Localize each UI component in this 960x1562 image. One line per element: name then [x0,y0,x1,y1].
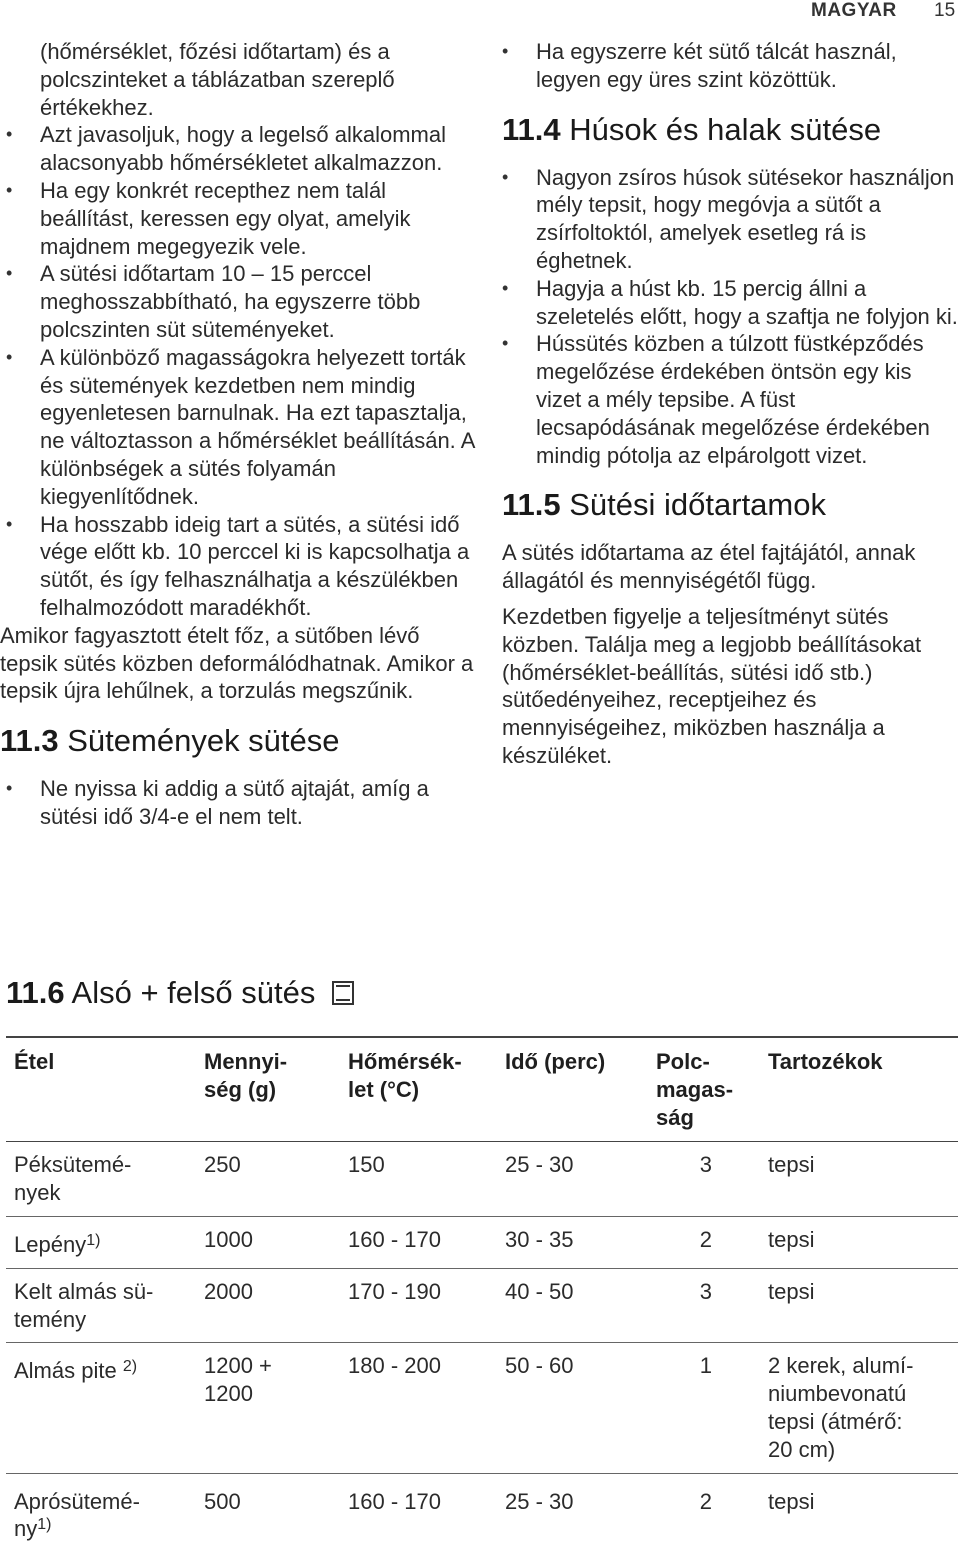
temperature-cell: 160 - 170 [348,1226,441,1252]
column-header: Idő (perc) [505,1049,606,1074]
shelf-value: 3 [699,1152,712,1178]
food-cell [6,1268,204,1343]
shelf-value: 2 [699,1488,712,1514]
list-item: • A sütési időtartam 10 – 15 perccel meghosszabbítható, ha egyszerre több polcszinten süt süteményeket. [6,260,476,343]
accessory-cell: tepsi [768,1226,815,1252]
list-item: • Nagyon zsíros húsok sütésekor használjon mély tepsit, hogy megóvja a sütőt a zsírfoltoktól, amelyek esetleg rá is éghetnek. [502,164,960,275]
amount-cell: 250 [204,1152,241,1178]
meat-fish-list [502,164,960,470]
section-title: Húsok és halak sütése [569,111,882,147]
section-number: 11.5 [502,487,561,523]
temperature-cell: 180 - 200 [348,1353,441,1379]
baking-time-paragraph: A sütés időtartama az étel fajtájától, annak állagától és mennyiségétől függ. [502,540,916,594]
column-header: Mennyi- ség (g) [204,1049,288,1102]
list-item: • Hússütés közben a túlzott füstképződés megelőzése érdekében öntsön egy kis vizet a mély tepsibe. A füst lecsapódásának megelőzése érdekében mindig pótolja az elpárolgott vizet. [502,330,960,469]
time-cell: 40 - 50 [505,1278,574,1304]
temperature-cell: 170 - 190 [348,1278,441,1304]
table-row [6,1268,958,1343]
list-item: • Ha egyszerre két sütő tálcát használ, legyen egy üres szint közöttük. [502,38,960,94]
page-language: MAGYAR [811,0,897,21]
food-cell [6,1142,204,1217]
section-title: Sütési időtartamok [569,487,826,523]
footnote-marker: 2) [122,1358,138,1376]
food-cell [6,1216,204,1268]
baking-table [6,1036,958,1552]
tray-list [502,38,960,94]
section-heading-11-5 [502,487,960,523]
temperature-cell: 160 - 170 [348,1488,441,1514]
column-header: Tartozékok [768,1049,883,1074]
footnote-marker: 1) [86,1231,101,1249]
shelf-value: 2 [699,1226,712,1252]
section-number: 11.4 [502,111,561,147]
list-item: • Ha egy konkrét recepthez nem talál beállítást, keressen egy olyat, amelyik majdnem megegyezik vele. [6,177,476,260]
table-row [6,1216,958,1268]
food-cell [6,1473,204,1552]
shelf-cell [656,1142,768,1217]
accessory-cell: tepsi [768,1278,815,1304]
list-item: • Hagyja a húst kb. 15 percig állni a szeletelés előtt, hogy a szaftja ne folyjon ki. [502,275,960,331]
list-item: • Ha hosszabb ideig tart a sütés, a sütési idő vége előtt kb. 10 perccel ki is kapcsolhatja a sütőt, és így felhasználhatja a készülékben felhalmozódott maradékhőt. [6,511,476,622]
time-cell: 30 - 35 [505,1226,574,1252]
page-header [0,0,960,24]
table-row [6,1473,958,1552]
food-name: Lepény [14,1231,87,1257]
left-column [0,38,476,831]
cakes-list [6,775,476,831]
list-item: • A különböző magasságokra helyezett torták és sütemények kezdetben nem mindig egyenletesen barnulnak. Ha ezt tapasztalja, ne változtasson a hőmérséklet beállításán. A különbségek a sütés folyamán kiegyenlítődnek. [6,344,476,511]
section-heading-11-3 [0,723,476,759]
food-name: Almás pite [14,1358,117,1384]
shelf-cell [656,1473,768,1552]
baking-time-paragraph: Kezdetben figyelje a teljesítményt sütés közben. Találja meg a legjobb beállításokat (hőmérséklet-beállítás, sütési idő stb.) sütőedényeihez, receptjeihez és mennyiségeihez, miközben használja a készüléket. [502,603,922,768]
amount-cell: 500 [204,1488,241,1514]
temperature-cell: 150 [348,1152,385,1178]
food-name: Aprósütemé- ny [14,1488,140,1542]
list-item: • Ne nyissa ki addig a sütő ajtaját, amíg a sütési idő 3/4-e el nem telt. [6,775,476,831]
top-bottom-heat-icon [332,981,354,1005]
list-item: • Azt javasoljuk, hogy a legelső alkalommal alacsonyabb hőmérsékletet alkalmazzon. [6,121,476,177]
footnote-marker: 1) [37,1516,52,1534]
food-name: Péksütemé- nyek [14,1152,132,1206]
amount-cell: 1000 [204,1226,253,1252]
page-number: 15 [934,0,956,21]
time-cell: 25 - 30 [505,1488,574,1514]
column-header: Étel [14,1049,55,1074]
accessory-cell: 2 kerek, alumí- niumbevonatú tepsi (átmérő: 20 cm) [768,1353,914,1462]
frozen-food-paragraph: Amikor fagyasztott ételt főz, a sütőben lévő tepsik sütés közben deformálódhatnak. Amikor a tepsik újra lehűlnek, a torzulás megszűnik. [0,622,474,704]
shelf-value: 1 [699,1353,712,1379]
column-header: Polc- magas- ság [656,1049,734,1130]
time-cell: 50 - 60 [505,1353,574,1379]
time-cell: 25 - 30 [505,1152,574,1178]
accessory-cell: tepsi [768,1152,815,1178]
food-name: Kelt almás sü- temény [14,1278,154,1332]
shelf-cell [656,1343,768,1473]
column-header: Hőmérsék- let (°C) [348,1049,462,1102]
table-row [6,1343,958,1473]
shelf-value: 3 [699,1278,712,1304]
section-title: Alsó + felső sütés [71,975,316,1010]
food-cell [6,1343,204,1473]
shelf-cell [656,1216,768,1268]
section-title: Sütemények sütése [67,723,340,759]
shelf-cell [656,1268,768,1343]
list-item: (hőmérséklet, főzési időtartam) és a polcszinteket a táblázatban szereplő értékekhez. [40,39,395,120]
table-header-row [6,1037,958,1142]
section-heading-11-4 [502,112,960,148]
right-column [502,38,960,770]
table-row [6,1142,958,1217]
amount-cell: 1200 + 1200 [204,1353,272,1407]
amount-cell: 2000 [204,1278,253,1304]
accessory-cell: tepsi [768,1488,815,1514]
section-number: 11.6 [6,975,65,1010]
section-number: 11.3 [0,723,59,759]
section-heading-11-6 [6,975,354,1011]
intro-list [6,38,476,622]
